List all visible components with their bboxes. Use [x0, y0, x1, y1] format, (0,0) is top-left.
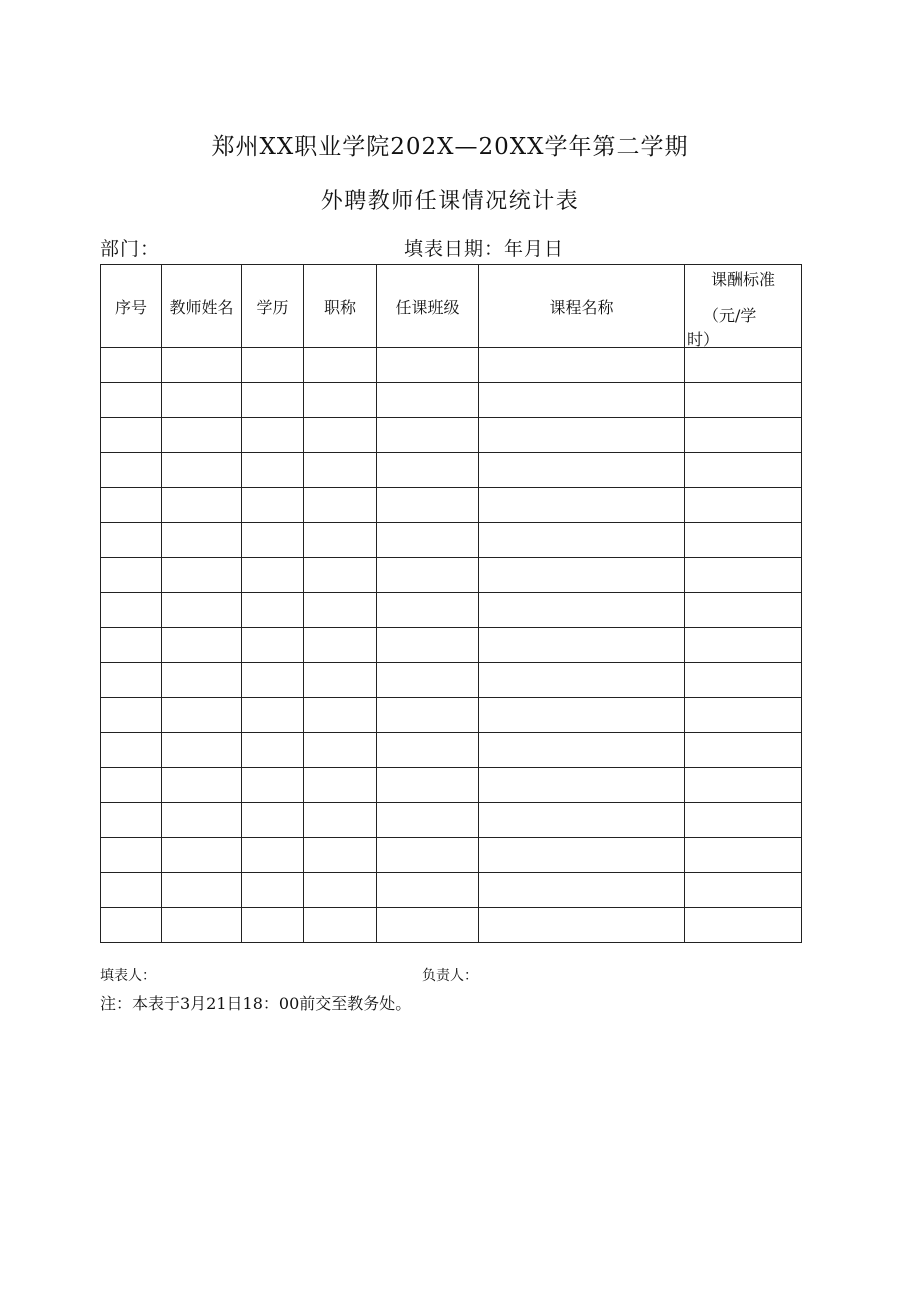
cell-teacher-name[interactable]	[162, 838, 242, 873]
table-row	[101, 348, 802, 383]
cell-education[interactable]	[242, 383, 304, 418]
cell-index[interactable]	[101, 383, 162, 418]
cell-rate[interactable]	[685, 768, 802, 803]
cell-title[interactable]	[304, 908, 377, 943]
table-row	[101, 908, 802, 943]
table-row	[101, 628, 802, 663]
cell-course[interactable]	[479, 383, 685, 418]
cell-course[interactable]	[479, 698, 685, 733]
cell-class[interactable]	[377, 453, 479, 488]
cell-title[interactable]	[304, 488, 377, 523]
cell-rate[interactable]	[685, 838, 802, 873]
cell-rate[interactable]	[685, 453, 802, 488]
cell-education[interactable]	[242, 628, 304, 663]
table-row	[101, 733, 802, 768]
cell-class[interactable]	[377, 558, 479, 593]
cell-education[interactable]	[242, 873, 304, 908]
table-row	[101, 838, 802, 873]
cell-rate[interactable]	[685, 873, 802, 908]
document-subtitle: 外聘教师任课情况统计表	[320, 189, 580, 214]
cell-title[interactable]	[304, 453, 377, 488]
cell-course[interactable]	[479, 593, 685, 628]
cell-education[interactable]	[242, 908, 304, 943]
header-rate-line3: 时）	[687, 330, 720, 349]
cell-class[interactable]	[377, 698, 479, 733]
table-row	[101, 558, 802, 593]
cell-class[interactable]	[377, 348, 479, 383]
document-title: 郑州XX职业学院202X—20XX学年第二学期	[211, 134, 689, 160]
cell-course[interactable]	[479, 838, 685, 873]
department-label: 部门：	[100, 238, 161, 260]
cell-class[interactable]	[377, 838, 479, 873]
cell-course[interactable]	[479, 418, 685, 453]
cell-class[interactable]	[377, 593, 479, 628]
cell-title[interactable]	[304, 803, 377, 838]
cell-teacher-name[interactable]	[162, 383, 242, 418]
cell-index[interactable]	[101, 698, 162, 733]
cell-class[interactable]	[377, 873, 479, 908]
cell-class[interactable]	[377, 908, 479, 943]
cell-rate[interactable]	[685, 418, 802, 453]
cell-class[interactable]	[377, 768, 479, 803]
cell-education[interactable]	[242, 593, 304, 628]
cell-class[interactable]	[377, 523, 479, 558]
cell-index[interactable]	[101, 593, 162, 628]
table-row	[101, 383, 802, 418]
cell-class[interactable]	[377, 383, 479, 418]
cell-education[interactable]	[242, 698, 304, 733]
header-rate	[685, 265, 802, 348]
cell-course[interactable]	[479, 558, 685, 593]
cell-index[interactable]	[101, 628, 162, 663]
cell-title[interactable]	[304, 383, 377, 418]
table-row	[101, 593, 802, 628]
cell-rate[interactable]	[685, 733, 802, 768]
cell-title[interactable]	[304, 698, 377, 733]
cell-education[interactable]	[242, 838, 304, 873]
cell-education[interactable]	[242, 453, 304, 488]
cell-education[interactable]	[242, 733, 304, 768]
header-rate-line2: （元/学	[703, 306, 757, 325]
cell-teacher-name[interactable]	[162, 488, 242, 523]
table-row	[101, 523, 802, 558]
cell-class[interactable]	[377, 663, 479, 698]
header-rate-line1: 课酬标准	[710, 270, 775, 289]
submission-note: 注：本表于3月21日18：00前交至教务处。	[100, 994, 412, 1013]
cell-course[interactable]	[479, 768, 685, 803]
cell-index[interactable]	[101, 873, 162, 908]
cell-rate[interactable]	[685, 908, 802, 943]
cell-course[interactable]	[479, 663, 685, 698]
cell-rate[interactable]	[685, 628, 802, 663]
table-row	[101, 768, 802, 803]
cell-title[interactable]	[304, 628, 377, 663]
cell-title[interactable]	[304, 558, 377, 593]
cell-rate[interactable]	[685, 383, 802, 418]
cell-course[interactable]	[479, 348, 685, 383]
cell-education[interactable]	[242, 803, 304, 838]
cell-title[interactable]	[304, 768, 377, 803]
cell-teacher-name[interactable]	[162, 348, 242, 383]
cell-rate[interactable]	[685, 663, 802, 698]
cell-course[interactable]	[479, 908, 685, 943]
cell-title[interactable]	[304, 838, 377, 873]
table-row	[101, 488, 802, 523]
table-row	[101, 873, 802, 908]
cell-rate[interactable]	[685, 558, 802, 593]
cell-rate[interactable]	[685, 698, 802, 733]
cell-education[interactable]	[242, 768, 304, 803]
cell-course[interactable]	[479, 453, 685, 488]
cell-index[interactable]	[101, 488, 162, 523]
cell-index[interactable]	[101, 768, 162, 803]
statistics-table	[100, 264, 802, 943]
header-teacher-name: 教师姓名	[162, 265, 242, 348]
cell-rate[interactable]	[685, 803, 802, 838]
cell-teacher-name[interactable]	[162, 768, 242, 803]
cell-index[interactable]	[101, 663, 162, 698]
table-row	[101, 698, 802, 733]
cell-teacher-name[interactable]	[162, 733, 242, 768]
cell-teacher-name[interactable]	[162, 698, 242, 733]
cell-teacher-name[interactable]	[162, 558, 242, 593]
cell-course[interactable]	[479, 733, 685, 768]
header-education: 学历	[242, 265, 304, 348]
cell-index[interactable]	[101, 523, 162, 558]
cell-title[interactable]	[304, 663, 377, 698]
cell-title[interactable]	[304, 873, 377, 908]
cell-course[interactable]	[479, 488, 685, 523]
cell-teacher-name[interactable]	[162, 908, 242, 943]
cell-index[interactable]	[101, 733, 162, 768]
cell-title[interactable]	[304, 348, 377, 383]
cell-index[interactable]	[101, 803, 162, 838]
cell-teacher-name[interactable]	[162, 628, 242, 663]
cell-rate[interactable]	[685, 523, 802, 558]
cell-index[interactable]	[101, 838, 162, 873]
cell-teacher-name[interactable]	[162, 873, 242, 908]
table-row	[101, 803, 802, 838]
cell-teacher-name[interactable]	[162, 453, 242, 488]
cell-education[interactable]	[242, 348, 304, 383]
cell-teacher-name[interactable]	[162, 593, 242, 628]
cell-course[interactable]	[479, 803, 685, 838]
cell-index[interactable]	[101, 348, 162, 383]
table-row	[101, 418, 802, 453]
cell-rate[interactable]	[685, 593, 802, 628]
fill-date-label: 填表日期：年月日	[404, 238, 565, 260]
header-index: 序号	[101, 265, 162, 348]
cell-title[interactable]	[304, 418, 377, 453]
table-body	[101, 348, 802, 943]
cell-teacher-name[interactable]	[162, 663, 242, 698]
cell-teacher-name[interactable]	[162, 803, 242, 838]
header-course: 课程名称	[479, 265, 685, 348]
header-class: 任课班级	[377, 265, 479, 348]
cell-title[interactable]	[304, 733, 377, 768]
cell-title[interactable]	[304, 593, 377, 628]
cell-index[interactable]	[101, 558, 162, 593]
cell-index[interactable]	[101, 418, 162, 453]
cell-index[interactable]	[101, 453, 162, 488]
cell-class[interactable]	[377, 803, 479, 838]
cell-course[interactable]	[479, 628, 685, 663]
cell-course[interactable]	[479, 873, 685, 908]
cell-education[interactable]	[242, 488, 304, 523]
cell-class[interactable]	[377, 488, 479, 523]
owner-signature-label: 负责人：	[422, 968, 478, 984]
cell-title[interactable]	[304, 523, 377, 558]
filler-signature-label: 填表人：	[100, 968, 156, 984]
cell-education[interactable]	[242, 418, 304, 453]
cell-rate[interactable]	[685, 488, 802, 523]
cell-class[interactable]	[377, 418, 479, 453]
table-row	[101, 663, 802, 698]
cell-class[interactable]	[377, 628, 479, 663]
cell-education[interactable]	[242, 523, 304, 558]
cell-index[interactable]	[101, 908, 162, 943]
cell-teacher-name[interactable]	[162, 418, 242, 453]
cell-teacher-name[interactable]	[162, 523, 242, 558]
cell-education[interactable]	[242, 663, 304, 698]
cell-rate[interactable]	[685, 348, 802, 383]
cell-education[interactable]	[242, 558, 304, 593]
table-header-row	[101, 265, 802, 348]
header-title: 职称	[304, 265, 377, 348]
cell-course[interactable]	[479, 523, 685, 558]
table-row	[101, 453, 802, 488]
cell-class[interactable]	[377, 733, 479, 768]
